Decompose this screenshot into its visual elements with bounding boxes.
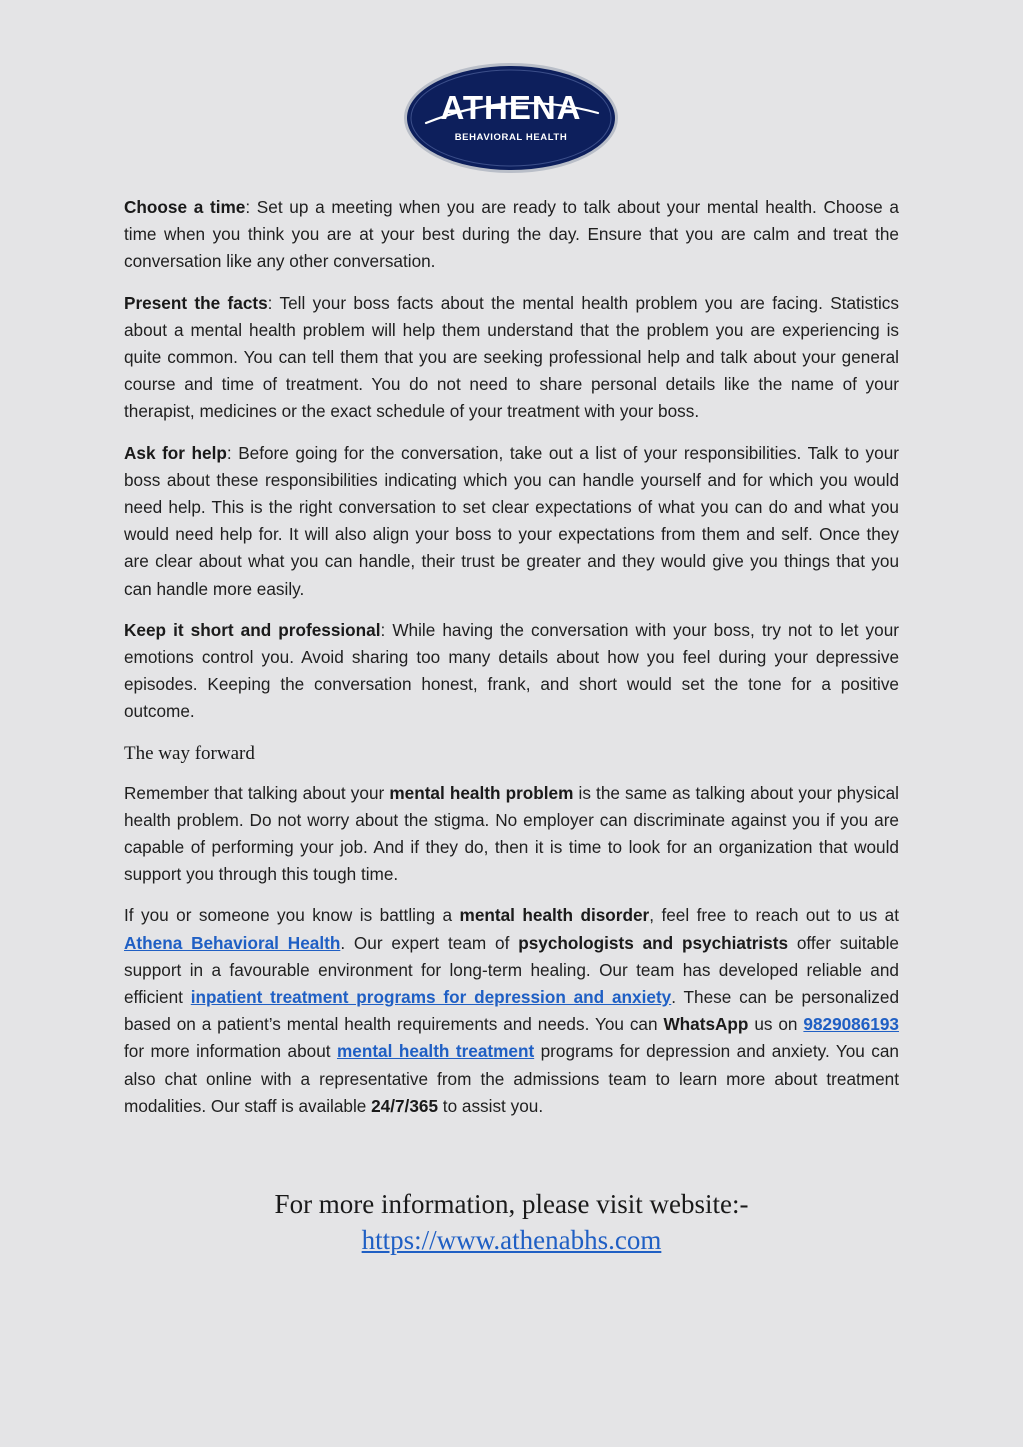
text-segment: offer suitable support in a favourable environment for long-term healing. Our team has developed reliable and efficient (124, 932, 899, 1008)
bold-mental-health-disorder: mental health disorder (459, 905, 650, 926)
logo-tagline-text: BEHAVIORAL HEALTH (454, 132, 568, 143)
paragraph-choose-time (124, 194, 899, 276)
bold-psychologists: psychologists and psychiatrists (518, 932, 789, 953)
text-segment: programs for depression and anxiety. You can also chat online with a representative from the admissions team to learn more about treatment modalities. Our staff is available (124, 1041, 899, 1116)
term-choose-time: Choose a time (124, 197, 246, 217)
link-phone-number[interactable]: 9829086193 (803, 1014, 899, 1035)
text-present-facts: : Tell your boss facts about the mental health problem you are facing. Statistics about a mental health problem will help them understand that the problem you are experiencing is quite common. You can tell them that you are seeking professional help and talk about your general course and time of treatment. You do not need to share personal details like the name of your therapist, medicines or the exact schedule of your treatment with your boss. (124, 292, 899, 422)
text-keep-short: : While having the conversation with your boss, try not to let your emotions control you. Avoid sharing too many details about how you feel during your depressive episodes. Keeping the conversation honest, frank, and short would set the tone for a positive outcome. (124, 619, 899, 722)
term-ask-help: Ask for help (124, 442, 227, 463)
logo-brand-text: ATHENA (440, 89, 582, 126)
paragraph-ask-help (124, 440, 899, 603)
paragraph-keep-short (124, 617, 899, 726)
section-heading-way-forward: The way forward (124, 742, 255, 764)
paragraph-present-facts (124, 290, 899, 426)
link-athena-behavioral-health[interactable]: Athena Behavioral Health (124, 932, 341, 953)
text-segment: for more information about (124, 1041, 337, 1062)
article-body (124, 194, 899, 1134)
text-segment: is the same as talking about your physical health problem. Do not worry about the stigma. No employer can discriminate against you if you are capable of performing your job. And if they do, then it is time to look for an organization that would support you through this tough time. (124, 782, 899, 885)
term-keep-short: Keep it short and professional (124, 619, 381, 640)
bold-whatsapp: WhatsApp (663, 1014, 749, 1035)
bold-availability: 24/7/365 (371, 1095, 439, 1116)
footer-cta (124, 1186, 899, 1258)
athena-logo (402, 61, 620, 175)
text-segment: . These can be personalized based on a patient’s mental health requirements and needs. You can (124, 987, 900, 1035)
text-segment: us on (748, 1014, 804, 1035)
link-inpatient-programs[interactable]: inpatient treatment programs for depression and anxiety (190, 987, 672, 1008)
text-segment: to assist you. (438, 1095, 544, 1116)
text-segment: If you or someone you know is battling a (124, 905, 460, 926)
text-segment: , feel free to reach out to us at (649, 905, 899, 926)
paragraph-way-forward-1 (124, 780, 899, 889)
bold-mental-health-problem: mental health problem (389, 782, 574, 803)
text-ask-help: : Before going for the conversation, take out a list of your responsibilities. Talk to your boss about these responsibilities indicating which you can handle yourself and for which you would need help. This is the right conversation to set clear expectations of what you can do and what you would need help for. It will also align your boss to your expectations from them and self. Once they are clear about what you can handle, their trust be greater and they would give you things that you can handle more easily. (124, 442, 899, 599)
text-choose-time: : Set up a meeting when you are ready to talk about your mental health. Choose a time when you think you are at your best during the day. Ensure that you are calm and treat the conversation like any other conversation. (124, 197, 899, 272)
term-present-facts: Present the facts (124, 292, 268, 313)
text-segment: Remember that talking about your (124, 782, 390, 803)
website-link[interactable]: https://www.athenabhs.com (361, 1225, 662, 1255)
text-segment: . Our expert team of (340, 932, 519, 953)
logo-emblem (402, 61, 620, 175)
paragraph-way-forward-2 (124, 902, 899, 1120)
link-mental-health-treatment[interactable]: mental health treatment (336, 1041, 535, 1062)
footer-line: For more information, please visit website:- (274, 1189, 749, 1219)
